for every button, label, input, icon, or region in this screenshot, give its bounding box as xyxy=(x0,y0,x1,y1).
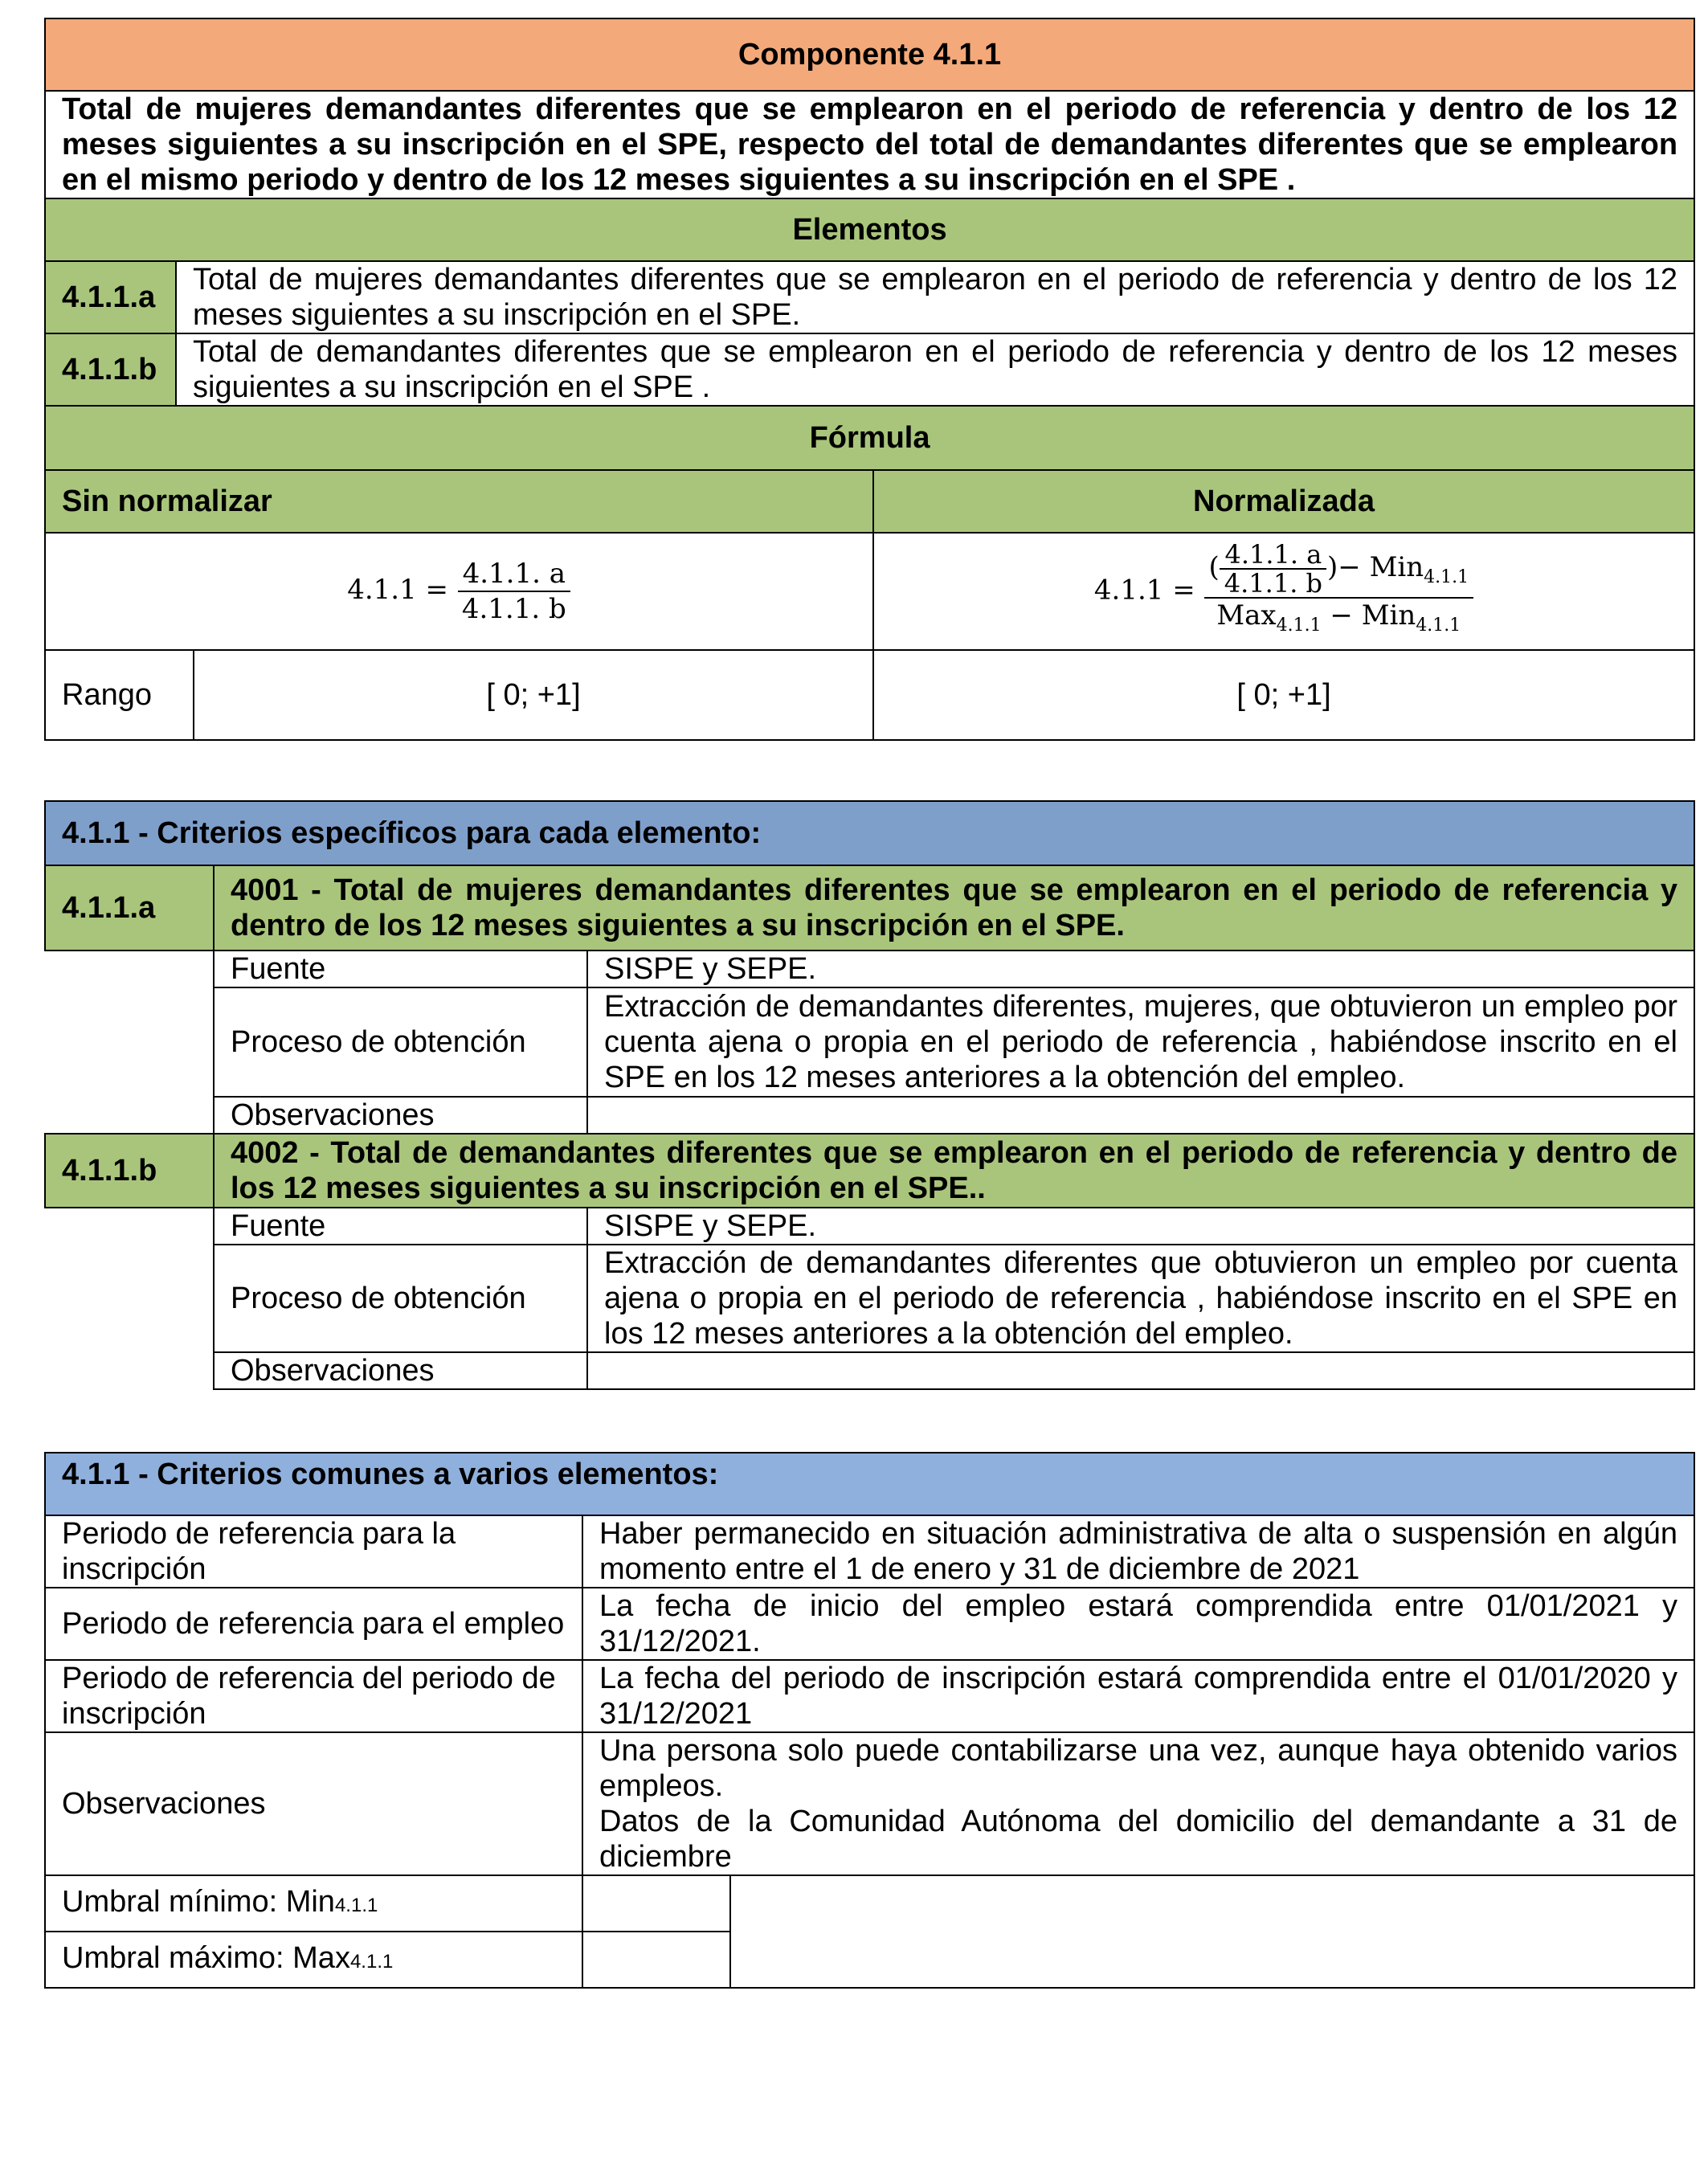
formula-lhs: 4.1.1 = xyxy=(1093,573,1195,606)
especifico-heading: 4002 - Total de demandantes diferentes que se emplearon en el periodo de referencia y dentro de los 12 meses siguientes a su inscripción en el SPE.. xyxy=(214,1134,1694,1208)
inner-denominator: 4.1.1. b xyxy=(1224,567,1323,599)
comun-value: La fecha de inicio del empleo estará comprendida entre 01/01/2021 y 31/12/2021. xyxy=(582,1588,1694,1660)
formula-header: Fórmula xyxy=(45,406,1694,470)
comun-label: Periodo de referencia del periodo de inscripción xyxy=(45,1660,582,1732)
fuente-value: SISPE y SEPE. xyxy=(587,1208,1694,1245)
observaciones-label: Observaciones xyxy=(214,1097,587,1134)
min-subscript: 4.1.1 xyxy=(1416,615,1461,636)
umbral-min-label xyxy=(45,1875,582,1932)
comunes-title: 4.1.1 - Criterios comunes a varios elementos: xyxy=(45,1453,1694,1515)
especifico-heading: 4001 - Total de mujeres demandantes diferentes que se emplearon en el periodo de referencia y dentro de los 12 meses siguientes a su inscripción en el SPE. xyxy=(214,865,1694,951)
fuente-label: Fuente xyxy=(214,951,587,987)
min-label: Min xyxy=(1361,599,1416,632)
inner-fraction xyxy=(1220,538,1327,599)
minus-sign: − xyxy=(1330,599,1353,632)
formula-numerator: 4.1.1. a xyxy=(458,557,570,592)
elemento-code: 4.1.1.a xyxy=(45,261,176,333)
comun-label: Periodo de referencia para la inscripción xyxy=(45,1515,582,1588)
formula-fraction xyxy=(457,557,571,626)
umbral-min-subscript: 4.1.1 xyxy=(334,1894,378,1916)
sin-normalizar-header: Sin normalizar xyxy=(45,470,873,533)
comun-label: Periodo de referencia para el empleo xyxy=(45,1588,582,1660)
observaciones-label: Observaciones xyxy=(214,1352,587,1389)
fuente-value: SISPE y SEPE. xyxy=(587,951,1694,987)
observaciones-label: Observaciones xyxy=(45,1732,582,1875)
umbral-max-text: Umbral máximo: Max xyxy=(62,1940,350,1975)
comunes-table xyxy=(44,1452,1695,1989)
proceso-value: Extracción de demandantes diferentes, mujeres, que obtuvieron un empleo por cuenta ajena o propia en el periodo de referencia , habiéndose inscrito en el SPE en los 12 meses anteriores a la obtención del empleo. xyxy=(587,987,1694,1097)
formula-normalizada xyxy=(873,533,1694,650)
proceso-label: Proceso de obtención xyxy=(214,987,587,1097)
comun-value: Haber permanecido en situación administrativa de alta o suspensión en algún momento entre el 1 de enero y 31 de diciembre de 2021 xyxy=(582,1515,1694,1588)
comun-value: La fecha del periodo de inscripción estará comprendida entre el 01/01/2020 y 31/12/2021 xyxy=(582,1660,1694,1732)
observaciones-value xyxy=(582,1732,1694,1875)
especificos-table xyxy=(44,800,1695,1390)
observaciones-line: Una persona solo puede contabilizarse una vez, aunque haya obtenido varios empleos. xyxy=(599,1734,1678,1803)
formula-lhs: 4.1.1 = xyxy=(347,574,449,606)
formula-norm-denominator xyxy=(1212,599,1465,643)
inner-numerator: 4.1.1. a xyxy=(1220,541,1326,570)
fuente-label: Fuente xyxy=(214,1208,587,1245)
componente-table xyxy=(44,18,1695,741)
minus-min: − Min xyxy=(1338,550,1424,583)
elemento-text: Total de mujeres demandantes diferentes que se emplearon en el periodo de referencia y dentro de los 12 meses siguientes a su inscripción en el SPE. xyxy=(176,261,1694,333)
umbral-max-subscript: 4.1.1 xyxy=(349,1950,394,1973)
umbral-min-text: Umbral mínimo: Min xyxy=(62,1884,335,1919)
rango-sin: [ 0; +1] xyxy=(194,650,873,740)
componente-description: Total de mujeres demandantes diferentes que se emplearon en el periodo de referencia y dentro de los 12 meses siguientes a su inscripción en el SPE, respecto del total de demandantes diferentes que se emplearon en el mismo periodo y dentro de los 12 meses siguientes a su inscripción en el SPE . xyxy=(45,91,1694,198)
max-label: Max xyxy=(1216,599,1277,632)
umbral-max-value xyxy=(582,1932,730,1988)
especifico-code: 4.1.1.a xyxy=(45,865,214,951)
spacer xyxy=(45,1208,214,1389)
umbral-max-label xyxy=(45,1932,582,1988)
componente-title: Componente 4.1.1 xyxy=(45,18,1694,91)
formula-denominator: 4.1.1. b xyxy=(461,593,566,625)
proceso-label: Proceso de obtención xyxy=(214,1245,587,1352)
formula-sin-normalizar xyxy=(45,533,873,650)
elementos-header: Elementos xyxy=(45,198,1694,261)
rango-label: Rango xyxy=(45,650,194,740)
paren-open: ( xyxy=(1208,550,1220,583)
paren-close: ) xyxy=(1327,550,1338,583)
observaciones-value xyxy=(587,1352,1694,1389)
elemento-text: Total de demandantes diferentes que se emplearon en el periodo de referencia y dentro de los 12 meses siguientes a su inscripción en el SPE . xyxy=(176,333,1694,406)
formula-norm-fraction xyxy=(1204,538,1474,643)
spacer xyxy=(45,951,214,1134)
formula-norm-numerator xyxy=(1204,538,1474,599)
umbral-min-value xyxy=(582,1875,730,1932)
proceso-value: Extracción de demandantes diferentes que obtuvieron un empleo por cuenta ajena o propia en el periodo de referencia , habiéndose inscrito en el SPE en los 12 meses anteriores a la obtención del empleo. xyxy=(587,1245,1694,1352)
normalizada-header: Normalizada xyxy=(873,470,1694,533)
elemento-code: 4.1.1.b xyxy=(45,333,176,406)
rango-norm: [ 0; +1] xyxy=(873,650,1694,740)
min-subscript: 4.1.1 xyxy=(1424,566,1469,587)
observaciones-line: Datos de la Comunidad Autónoma del domicilio del demandante a 31 de diciembre xyxy=(599,1805,1678,1874)
especifico-code: 4.1.1.b xyxy=(45,1134,214,1208)
max-subscript: 4.1.1 xyxy=(1276,615,1322,636)
especificos-title: 4.1.1 - Criterios específicos para cada elemento: xyxy=(45,801,1694,865)
umbral-blank xyxy=(730,1875,1694,1988)
observaciones-value xyxy=(587,1097,1694,1134)
